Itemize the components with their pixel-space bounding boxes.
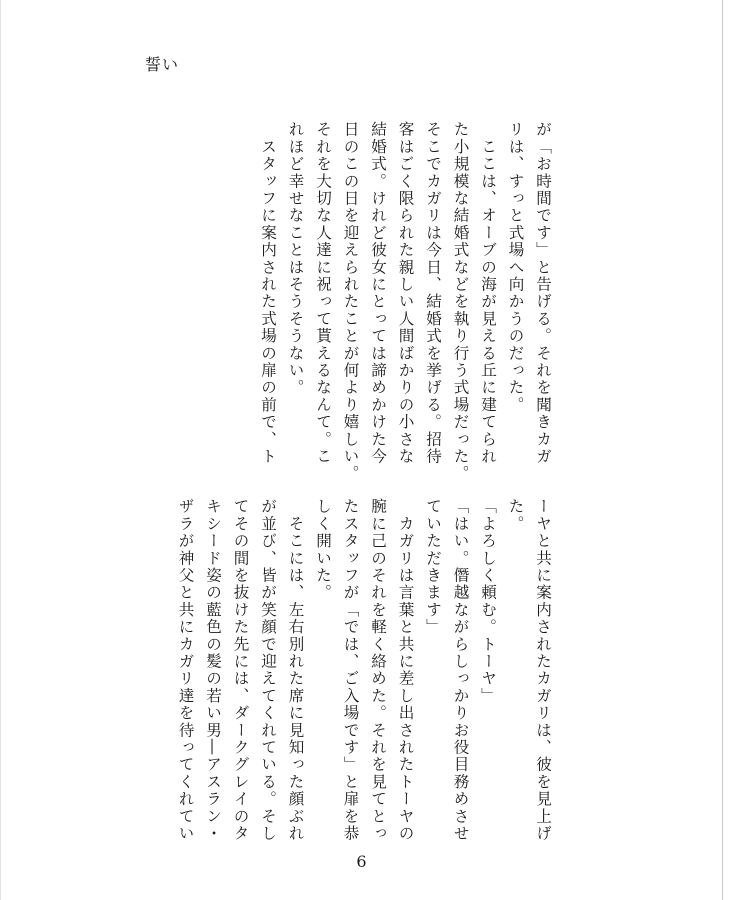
text-line: が「お時間です」と告げる。それを聞きカガ (534, 121, 552, 465)
text-line: しく開いた。 (314, 498, 332, 602)
text-line: ザラが神父と共にカガリ達を待ってくれてい (176, 498, 195, 842)
text-line: たスタッフが「では、ご入場です」と扉を恭 (341, 498, 360, 842)
text-line: そこでカガリは今日、結婚式を挙げる。招待 (424, 121, 442, 465)
chapter-title: 誓い (145, 55, 180, 74)
text-line: れほど幸せなことはそうそうない。 (286, 121, 305, 397)
text-line: ていただきます」 (424, 498, 442, 636)
text-line: リは、すっと式場へ向かうのだった。 (506, 121, 525, 414)
text-line: スタッフに案内された式場の扉の前で、ト (259, 121, 277, 465)
text-line: そこには、左右別れた席に見知った顔ぶれ (286, 498, 305, 842)
text-line: それを大切な人達に祝って貰えるなんて。こ (314, 121, 332, 465)
text-line: てその間を抜けた先には、ダークグレイのタ (231, 498, 250, 842)
text-block-upper (254, 121, 557, 483)
page-edge-right (722, 0, 723, 900)
page-number: 6 (356, 852, 367, 871)
text-line: た。 (506, 498, 525, 533)
text-block-lower (171, 498, 556, 848)
text-line: ここは、オーブの海が見える丘に建てられ (479, 121, 497, 465)
text-line: 客はごく限られた親しい人間ばかりの小さな (396, 121, 415, 465)
text-line: ーヤと共に案内されたカガリは、彼を見上げ (534, 498, 552, 842)
text-line: 腕に己のそれを軽く絡めた。それを見てとっ (369, 498, 387, 842)
text-line: キシード姿の藍色の髪の若い男―アスラン・ (204, 498, 222, 842)
text-line: 結婚式。けれど彼女にとっては諦めかけた今 (369, 121, 387, 465)
page-edge-left (0, 0, 1, 900)
text-line: 「はい。僭越ながらしっかりお役目務めさせ (451, 498, 470, 842)
text-line: が並び、皆が笑顔で迎えてくれている。そし (259, 498, 277, 842)
text-line: カガリは言葉と共に差し出されたトーヤの (396, 498, 415, 842)
text-line: 日のこの日を迎えられたことが何より嬉しい。 (341, 121, 360, 483)
text-line: た小規模な結婚式などを執り行う式場だった。 (451, 121, 470, 483)
text-line: 「よろしく頼む。トーヤ」 (479, 498, 497, 705)
